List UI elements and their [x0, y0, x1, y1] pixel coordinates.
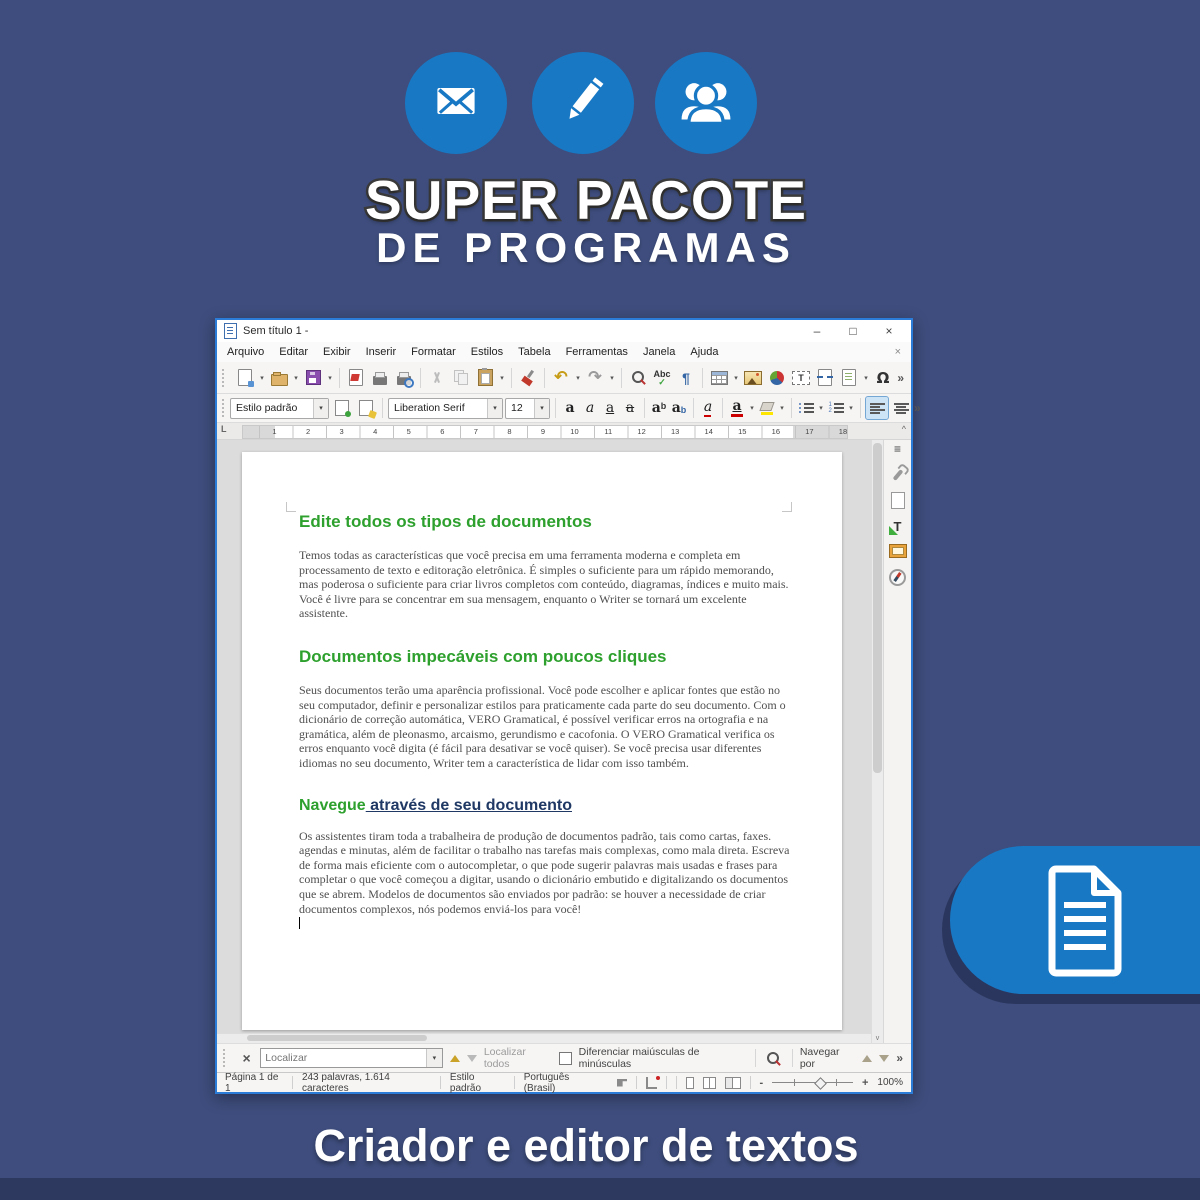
undo-icon: ↶ — [554, 368, 568, 386]
new-style-button[interactable] — [355, 397, 377, 419]
multi-page-view-icon[interactable] — [703, 1077, 716, 1089]
pencil-icon — [552, 70, 614, 137]
zoom-slider-thumb[interactable] — [814, 1077, 827, 1090]
strikethrough-icon: a — [625, 400, 635, 416]
textbox-icon: T — [792, 371, 810, 385]
chevron-down-icon[interactable]: ▾ — [534, 399, 549, 418]
spellcheck-icon — [653, 370, 670, 386]
people-app-circle — [655, 52, 757, 154]
chevron-down-icon[interactable]: ▾ — [313, 399, 328, 418]
doc-paragraph-2: Seus documentos terão uma aparência profissional. Você pode escolher e aplicar fontes que estão no seu computador, definir e personalizar estilos para praticamente cada parte do seu documento. Com o dicionário de correção automática, VERO Gramatical, é possível verificar erros na ortografia e na gramática, além de pleonasmo, arcaismo, gerundismo e cacofonia. O VERO Gramatical verifica os erros enquanto você digita (é fácil para desativar se você quiser). Se você precisa usar diferentes idiomas no seu documento, Writer tem a característica de lidar com isso também. — [299, 682, 786, 770]
clear-formatting-x — [704, 415, 711, 417]
underline-button[interactable] — [601, 397, 619, 419]
ruler-number: 3 — [339, 427, 344, 436]
image-icon — [744, 371, 762, 385]
undo-dropdown[interactable]: ▾ — [576, 374, 580, 382]
separator — [514, 1076, 515, 1089]
page-break-icon — [818, 369, 832, 386]
find-bar-overflow-button[interactable]: » — [896, 1051, 903, 1065]
navigate-next-icon[interactable] — [879, 1055, 889, 1062]
find-replace-icon — [766, 1051, 781, 1066]
document-page[interactable] — [242, 452, 842, 1030]
navigate-by-label: Navegar por — [799, 1046, 840, 1070]
document-content[interactable] — [299, 512, 791, 929]
separator — [722, 398, 723, 418]
language-status[interactable]: Português (Brasil) — [523, 1071, 570, 1094]
find-next-icon[interactable] — [467, 1055, 477, 1062]
insert-table-dropdown[interactable]: ▾ — [734, 374, 738, 382]
vertical-scrollbar-thumb[interactable] — [873, 443, 882, 773]
clone-formatting-icon — [520, 370, 536, 386]
close-document-icon[interactable]: × — [894, 346, 901, 358]
single-page-view-icon[interactable] — [686, 1077, 695, 1089]
formatting-marks-button[interactable] — [675, 367, 697, 389]
doc-paragraph-1: Temos todas as características que você precisa em uma ferramenta moderna e completa em processamento de texto e editoração eletrônica. É simples o suficiente para um rápido memorando, mas poderosa o suficiente para criar livros completos com conteúdo, diagramas, índices e muito mais. Você é livre para se concentrar em sua mensagem, enquanto o Writer se tornará um excelente assistente. — [299, 548, 789, 621]
omega-icon: Ω — [876, 368, 890, 387]
document-pill — [950, 846, 1200, 994]
horizontal-ruler[interactable] — [242, 425, 848, 439]
font-color-letter: a — [732, 398, 742, 414]
close-find-bar-icon[interactable]: × — [242, 1050, 251, 1066]
open-dropdown[interactable]: ▾ — [294, 374, 298, 382]
clear-formatting-button[interactable] — [699, 397, 717, 419]
copy-button[interactable] — [450, 367, 472, 389]
ruler-number: 16 — [771, 427, 780, 436]
font-color-dropdown[interactable]: ▾ — [750, 405, 754, 412]
menu-exibir[interactable]: Exibir — [323, 346, 351, 358]
find-all-label[interactable]: Localizar todos — [483, 1046, 526, 1070]
toolbar-drag-handle[interactable] — [223, 1049, 229, 1067]
match-case-label[interactable]: Diferenciar maiúsculas de minúsculas — [578, 1046, 700, 1070]
separator — [791, 398, 792, 418]
separator — [644, 398, 645, 418]
bold-button[interactable] — [561, 397, 579, 419]
copy-icon — [454, 370, 469, 385]
font-color-bar — [731, 414, 743, 417]
spellcheck-button[interactable] — [651, 367, 673, 389]
scroll-down-arrow[interactable]: v — [875, 1035, 880, 1042]
special-character-button[interactable] — [872, 367, 894, 389]
doc-paragraph-3: Os assistentes tiram toda a trabalheira de produção de documentos padrão, tais como cartas, faxes. agendas e minutas, além de facilitar o trabalho nas tarefas mais complexas, como mala direta. Escreva de forma mais eficiente com o autocompletar, o que pode sugerir palavras mais usadas e frases para completar o que você começou a digitar, usando o dicionário embutido e digitalizando os documentos que se abrem. Modelos de documentos são enviados por padrão: se houver a necessidade de criar documentos complexos, nós podemos enviá-los para você! — [299, 828, 790, 916]
highlight-color-icon — [761, 402, 773, 415]
ruler-number: 17 — [805, 427, 814, 436]
find-previous-icon[interactable] — [450, 1055, 460, 1062]
menu-janela[interactable]: Janela — [642, 346, 676, 358]
sidebar-collapse-icon[interactable]: ^ — [901, 424, 906, 434]
separator — [339, 368, 340, 388]
ruler-number: 15 — [738, 427, 747, 436]
ruler-number: 7 — [473, 427, 478, 436]
font-color-icon — [731, 399, 743, 417]
find-replace-icon — [631, 370, 646, 385]
doc-heading-3 — [299, 797, 791, 815]
underline-icon: a — [605, 400, 615, 416]
redo-dropdown[interactable]: ▾ — [610, 374, 614, 382]
envelope-icon — [425, 70, 487, 137]
paste-button[interactable] — [474, 367, 496, 389]
menu-editar[interactable]: Editar — [279, 346, 309, 358]
font-size-combo[interactable] — [505, 398, 550, 419]
italic-icon: a — [585, 400, 595, 416]
formatting-toolbar — [217, 394, 921, 423]
writer-window — [215, 318, 921, 1094]
find-toolbar — [217, 1043, 911, 1072]
insert-textbox-button[interactable] — [790, 367, 812, 389]
font-name-value: Liberation Serif — [394, 402, 465, 414]
ruler-number: 2 — [305, 427, 311, 436]
menu-tabela[interactable]: Tabela — [518, 346, 551, 358]
save-button[interactable] — [302, 367, 324, 389]
toolbar-overflow-button[interactable]: » — [897, 370, 904, 385]
styles-icon[interactable]: T — [893, 519, 902, 534]
chevron-down-icon[interactable]: ▾ — [487, 399, 502, 418]
highlight-color-button[interactable] — [758, 397, 776, 419]
insert-chart-button[interactable] — [766, 367, 788, 389]
ruler-number: 9 — [540, 427, 546, 436]
bullet-list-dropdown[interactable]: ▾ — [819, 405, 823, 412]
bold-icon: a — [565, 400, 575, 416]
print-icon — [373, 376, 387, 385]
menu-arquivo[interactable]: Arquivo — [227, 346, 265, 358]
separator — [382, 398, 383, 418]
separator — [750, 1076, 751, 1089]
menu-inserir[interactable]: Inserir — [365, 346, 397, 358]
navigate-previous-icon[interactable] — [862, 1055, 872, 1062]
sidebar-settings-icon[interactable]: ≡ — [893, 442, 901, 456]
separator — [676, 1076, 677, 1089]
text-cursor — [299, 917, 300, 929]
print-button[interactable] — [369, 367, 391, 389]
ruler-number: 13 — [670, 427, 680, 436]
font-name-combo[interactable] — [388, 398, 503, 419]
cut-button[interactable] — [426, 367, 448, 389]
search-field-wrap — [260, 1048, 443, 1068]
book-view-icon[interactable] — [725, 1077, 740, 1089]
update-style-icon — [335, 400, 349, 416]
status-bar — [217, 1072, 911, 1092]
insert-image-button[interactable] — [742, 367, 764, 389]
save-icon — [306, 370, 321, 385]
zoom-out-button[interactable]: - — [759, 1076, 764, 1089]
horizontal-scrollbar[interactable] — [217, 1033, 871, 1043]
subscript-icon — [672, 401, 687, 415]
mail-app-circle — [405, 52, 507, 154]
zoom-slider-track — [772, 1082, 853, 1083]
numbered-list-button[interactable] — [827, 397, 845, 419]
subscript-main: a — [671, 400, 681, 416]
open-folder-icon — [271, 374, 288, 386]
ruler-number: 8 — [507, 427, 512, 436]
doc-heading-3-blue: através de seu documento — [365, 796, 572, 814]
page-break-button[interactable] — [814, 367, 836, 389]
search-input[interactable] — [261, 1052, 426, 1064]
highlight-bar — [761, 412, 773, 415]
horizontal-scrollbar-thumb[interactable] — [247, 1035, 427, 1041]
separator — [792, 1049, 793, 1067]
maximize-button[interactable]: □ — [849, 324, 857, 338]
ruler-number: 4 — [373, 427, 378, 436]
selection-mode-icon[interactable] — [617, 1079, 627, 1087]
font-color-button[interactable] — [728, 397, 746, 419]
bottom-band — [0, 1178, 1200, 1200]
ruler-number: 5 — [406, 427, 411, 436]
tab-stop-selector[interactable]: L — [221, 424, 227, 434]
pilcrow-icon: ¶ — [682, 369, 690, 386]
separator — [702, 368, 703, 388]
subscript-button[interactable] — [670, 397, 688, 419]
separator — [544, 368, 545, 388]
doc-heading-3-green: Navegue — [299, 796, 366, 814]
separator — [636, 1076, 637, 1089]
font-size-value: 12 — [511, 402, 523, 414]
poster-title-line2: DE PROGRAMAS — [376, 224, 796, 271]
zoom-in-button[interactable]: + — [861, 1076, 869, 1089]
page-count-status[interactable]: Página 1 de 1 — [225, 1071, 279, 1094]
new-document-dropdown[interactable]: ▾ — [260, 374, 264, 382]
zoom-slider-tick — [836, 1079, 837, 1086]
cut-icon — [430, 371, 444, 385]
print-preview-icon — [397, 376, 411, 385]
separator — [666, 1076, 667, 1089]
ruler-number: 12 — [637, 427, 646, 436]
separator — [292, 1076, 293, 1089]
superscript-button[interactable] — [650, 397, 668, 419]
undo-button[interactable] — [550, 367, 572, 389]
superscript-affix: b — [660, 401, 667, 411]
redo-icon: ↷ — [588, 368, 602, 386]
writer-doc-icon — [224, 323, 237, 339]
separator — [693, 398, 694, 418]
document-modified-icon[interactable] — [646, 1077, 656, 1089]
zoom-slider-tick — [794, 1079, 795, 1086]
align-center-button[interactable] — [890, 397, 912, 419]
document-workspace — [217, 440, 911, 1043]
paragraph-style-value: Estilo padrão — [236, 402, 298, 414]
text-boundary-mark — [782, 502, 792, 512]
align-left-button[interactable] — [866, 397, 888, 419]
ruler-number: 1 — [272, 427, 277, 436]
align-left-icon — [870, 402, 885, 414]
clear-formatting-letter: a — [703, 398, 713, 415]
gallery-icon[interactable] — [889, 544, 907, 558]
toolbar-drag-handle[interactable] — [222, 399, 224, 417]
poster-caption: Criador e editor de textos — [313, 1120, 859, 1171]
close-button[interactable]: × — [885, 324, 893, 338]
italic-button[interactable] — [581, 397, 599, 419]
menu-bar — [217, 342, 911, 362]
match-case-checkbox[interactable] — [559, 1052, 572, 1065]
menu-ferramentas[interactable]: Ferramentas — [565, 346, 628, 358]
numbered-list-dropdown[interactable]: ▾ — [849, 405, 853, 412]
clone-formatting-button[interactable] — [517, 367, 539, 389]
new-style-icon — [359, 400, 373, 416]
vertical-scrollbar[interactable] — [871, 440, 883, 1043]
paste-dropdown[interactable]: ▾ — [500, 374, 504, 382]
separator — [511, 368, 512, 388]
ruler-number: 11 — [604, 427, 613, 436]
paragraph-style-combo[interactable] — [230, 398, 329, 419]
bullet-list-button[interactable] — [797, 397, 815, 419]
text-boundary-mark — [286, 502, 296, 512]
page-deck-icon[interactable] — [891, 492, 905, 509]
export-pdf-button[interactable] — [345, 367, 367, 389]
highlight-pen — [759, 402, 774, 411]
ruler-number: 14 — [704, 427, 713, 436]
minimize-button[interactable]: – — [813, 324, 821, 338]
new-document-icon — [238, 369, 252, 386]
doc-heading-2: Documentos impecáveis com poucos cliques — [299, 646, 667, 666]
bullet-list-icon — [799, 402, 814, 414]
paste-icon — [478, 369, 493, 386]
strikethrough-button[interactable] — [621, 397, 639, 419]
ruler-number: 18 — [838, 427, 848, 436]
superscript-icon — [652, 401, 667, 415]
find-replace-button[interactable] — [627, 367, 649, 389]
chart-icon — [770, 371, 784, 385]
superscript-main: a — [651, 400, 661, 416]
insert-field-icon — [842, 369, 856, 386]
clear-formatting-icon — [704, 400, 712, 417]
ruler-row — [217, 423, 911, 440]
zoom-level[interactable]: 100% — [877, 1077, 903, 1088]
menu-formatar[interactable]: Formatar — [411, 346, 456, 358]
align-center-icon — [894, 402, 909, 414]
toolbar-overflow-button[interactable]: » — [914, 401, 921, 415]
update-style-button[interactable] — [331, 397, 353, 419]
highlight-color-dropdown[interactable]: ▾ — [780, 405, 784, 412]
table-icon — [711, 371, 728, 385]
separator — [440, 1076, 441, 1089]
standard-toolbar — [217, 362, 911, 394]
spellcheck-check: ✓ — [658, 376, 666, 387]
window-title: Sem título 1 - — [243, 325, 309, 337]
properties-icon[interactable] — [892, 469, 903, 481]
page-style-status[interactable]: Estilo padrão — [449, 1071, 482, 1094]
chevron-down-icon[interactable]: ▾ — [426, 1049, 442, 1067]
sidebar — [883, 440, 911, 1043]
word-count-status[interactable]: 243 palavras, 1.614 caracteres — [301, 1071, 390, 1094]
separator — [621, 368, 622, 388]
menu-estilos[interactable]: Estilos — [470, 346, 504, 358]
subscript-affix: b — [680, 405, 687, 415]
insert-field-dropdown[interactable]: ▾ — [864, 374, 868, 382]
insert-field-button[interactable] — [838, 367, 860, 389]
doc-heading-1: Edite todos os tipos de documentos — [299, 512, 592, 531]
save-dropdown[interactable]: ▾ — [328, 374, 332, 382]
toolbar-drag-handle[interactable] — [222, 369, 228, 387]
find-replace-button[interactable] — [763, 1047, 785, 1069]
ruler-number: 10 — [570, 427, 579, 436]
people-icon — [673, 68, 739, 139]
separator — [755, 1049, 756, 1067]
title-bar[interactable] — [217, 320, 911, 342]
navigator-icon[interactable] — [889, 569, 906, 586]
page-area — [217, 440, 871, 1043]
separator — [555, 398, 556, 418]
open-button[interactable] — [268, 367, 290, 389]
separator — [860, 398, 861, 418]
numbered-list-icon — [829, 402, 844, 414]
writer-app-circle — [532, 52, 634, 154]
poster-title-line1: SUPER PACOTE — [365, 169, 807, 231]
separator — [420, 368, 421, 388]
ruler-number: 6 — [440, 427, 445, 436]
insert-table-button[interactable] — [708, 367, 730, 389]
new-document-button[interactable] — [234, 367, 256, 389]
spellcheck-label: Abc — [653, 368, 671, 379]
menu-ajuda[interactable]: Ajuda — [690, 346, 719, 358]
print-preview-button[interactable] — [393, 367, 415, 389]
export-pdf-icon — [349, 369, 363, 386]
zoom-slider[interactable] — [772, 1077, 853, 1089]
redo-button[interactable] — [584, 367, 606, 389]
